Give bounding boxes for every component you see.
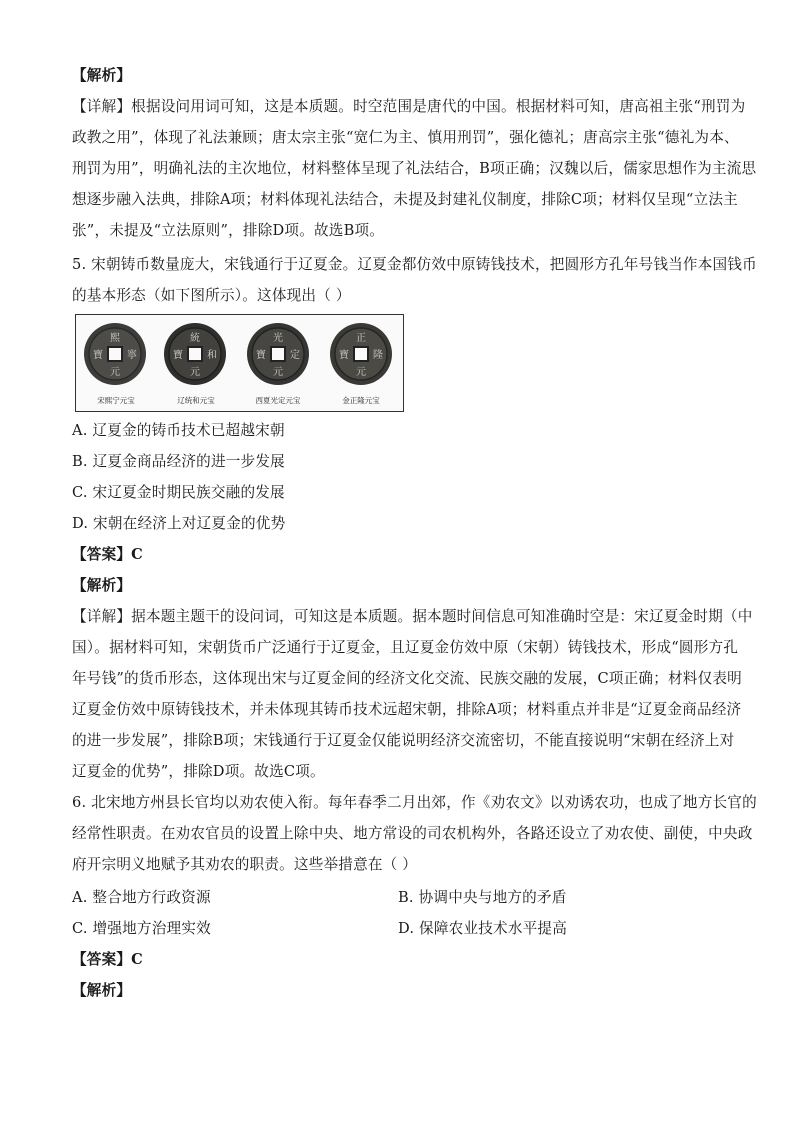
coin-3-char-left: 寶: [256, 350, 266, 361]
coin-2-caption: 辽统和元宝: [177, 396, 215, 405]
question-6-stem: 府开宗明义地赋予其劝农的职责。这些举措意在（ ）: [72, 856, 418, 873]
coin-1-caption: 宋熙宁元宝: [97, 396, 135, 405]
coin-2-char-left: 寶: [173, 350, 183, 361]
detail-paragraph-line: 张”，未提及“立法原则”，排除D项。故选B项。: [72, 222, 385, 239]
question-5-stem: 5. 宋朝铸币数量庞大，宋钱通行于辽夏金。辽夏金都仿效中原铸钱技术，把圆形方孔年号钱当作本国钱币: [72, 256, 757, 273]
coin-1-char-left: 寶: [93, 350, 103, 361]
option-a: A. 整合地方行政资源: [72, 889, 211, 906]
option-a: A. 辽夏金的铸币技术已超越宋朝: [72, 422, 285, 439]
coin-2-char-right: 和: [207, 350, 217, 361]
coin-figure: [75, 314, 404, 412]
detail-paragraph-line: 辽夏金仿效中原铸钱技术，并未体现其铸币技术远超宋朝，排除A项；材料重点并非是“辽夏金商品经济: [72, 701, 742, 718]
question-6-stem: 6. 北宋地方州县长官均以劝农使入衔。每年春季二月出郊，作《劝农文》以劝诱农功，也成了地方长官的: [72, 794, 757, 811]
question-6-stem: 经常性职责。在劝农官员的设置上除中央、地方常设的司农机构外，各路还设立了劝农使、副使，中央政: [72, 825, 753, 842]
option-c: C. 宋辽夏金时期民族交融的发展: [72, 484, 285, 501]
detail-paragraph-line: 【详解】据本题主题干的设问词，可知这是本质题。据本题时间信息可知准确时空是：宋辽夏金时期（中: [72, 608, 753, 625]
coin-4-char-right: 隆: [373, 350, 383, 361]
answer-label: 【答案】C: [72, 546, 143, 563]
coin-4-image: [328, 321, 394, 387]
answer-label: 【答案】C: [72, 951, 143, 968]
option-d: D. 宋朝在经济上对辽夏金的优势: [72, 515, 286, 532]
coin-2-image: [162, 321, 228, 387]
option-d: D. 保障农业技术水平提高: [398, 920, 567, 937]
analysis-heading: 【解析】: [72, 982, 132, 999]
detail-paragraph-line: 年号钱”的货币形态，这体现出宋与辽夏金间的经济文化交流、民族交融的发展，C项正确；材料仅表明: [72, 670, 742, 687]
coin-4-char-left: 寶: [339, 350, 349, 361]
coin-1-char-top: 熙: [110, 333, 120, 344]
detail-paragraph-line: 辽夏金的优势”，排除D项。故选C项。: [72, 763, 325, 780]
detail-paragraph-line: 刑罚为用”，明确礼法的主次地位，材料整体呈现了礼法结合，B项正确；汉魏以后，儒家思想作为主流思: [72, 160, 757, 177]
coin-3-char-right: 定: [290, 350, 300, 361]
coin-3-caption: 西夏光定元宝: [255, 396, 301, 405]
coin-4-char-top: 正: [356, 333, 366, 344]
coin-2-char-bottom: 元: [190, 367, 200, 378]
coin-4-caption: 金正隆元宝: [342, 396, 380, 405]
analysis-heading: 【解析】: [72, 67, 132, 84]
coin-1-image: [82, 321, 148, 387]
coin-3-image: [245, 321, 311, 387]
option-b: B. 协调中央与地方的矛盾: [398, 889, 567, 906]
detail-paragraph-line: 的进一步发展”，排除B项；宋钱通行于辽夏金仅能说明经济交流密切，不能直接说明“宋朝在经济上对: [72, 732, 735, 749]
detail-paragraph-line: 【详解】根据设问用词可知，这是本质题。时空范围是唐代的中国。根据材料可知，唐高祖主张“刑罚为: [72, 98, 746, 115]
option-c: C. 增强地方治理实效: [72, 920, 211, 937]
detail-paragraph-line: 国）。据材料可知，宋朝货币广泛通行于辽夏金，且辽夏金仿效中原（宋朝）铸钱技术，形成“圆形方孔: [72, 639, 739, 656]
coin-3-char-top: 光: [273, 333, 283, 344]
analysis-heading: 【解析】: [72, 577, 132, 594]
coin-2-char-top: 統: [190, 333, 200, 344]
coin-1-char-bottom: 元: [110, 367, 120, 378]
coin-1-char-right: 寧: [127, 350, 137, 361]
detail-paragraph-line: 政教之用”，体现了礼法兼顾；唐太宗主张“宽仁为主、慎用刑罚”，强化德礼；唐高宗主张“德礼为本、: [72, 129, 739, 146]
detail-paragraph-line: 想逐步融入法典，排除A项；材料体现礼法结合，未提及封建礼仪制度，排除C项；材料仅呈现“立法主: [72, 191, 738, 208]
option-b: B. 辽夏金商品经济的进一步发展: [72, 453, 285, 470]
coin-4-char-bottom: 元: [356, 367, 366, 378]
question-5-stem: 的基本形态（如下图所示）。这体现出（ ）: [72, 287, 351, 304]
coin-3-char-bottom: 元: [273, 367, 283, 378]
